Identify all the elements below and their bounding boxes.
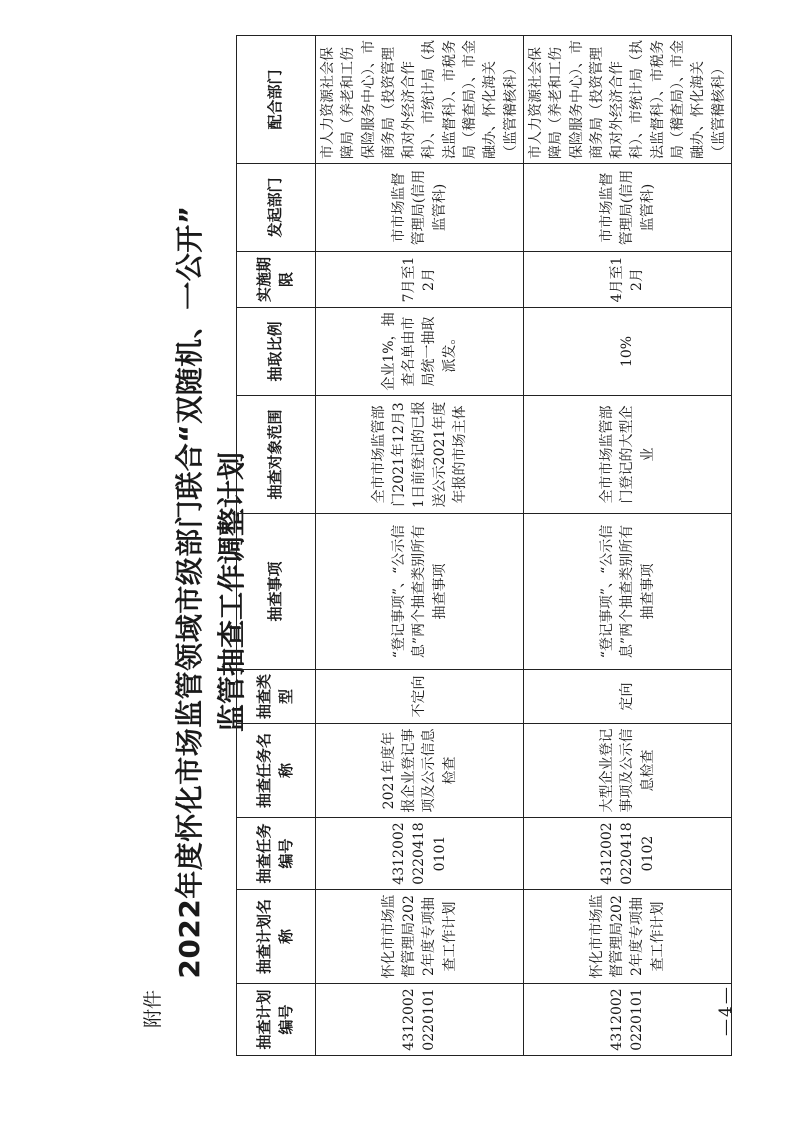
cell-type: 定向: [523, 670, 731, 724]
cell-plan-name: 怀化市市场监督管理局2022年度专项抽查工作计划: [523, 890, 731, 984]
cell-task-name: 大型企业登记事项及公示信息检查: [523, 724, 731, 818]
header-plan-name: 抽查计划名称: [237, 890, 316, 984]
header-partners: 配合部门: [237, 36, 316, 164]
cell-initiator: 市市场监督管理局(信用监管科): [316, 164, 524, 252]
cell-period: 7月至12月: [316, 252, 524, 308]
inspection-plan-table: [236, 35, 732, 1056]
header-period: 实施期限: [237, 252, 316, 308]
cell-plan-name: 怀化市市场监督管理局2022年度专项抽查工作计划: [316, 890, 524, 984]
cell-partners: 市人力资源社会保障局（养老和工伤保险服务中心）、市商务局（投资管理和对外经济合作科）、市统计局（执法监督科）、市税务局（稽查局）、市金融办、怀化海关（监管稽核科）: [316, 36, 524, 164]
header-scope: 抽查对象范围: [237, 396, 316, 514]
cell-type: 不定向: [316, 670, 524, 724]
cell-scope: 全市市场监管部门登记的大型企业: [523, 396, 731, 514]
cell-task-no: 431200202204180102: [523, 818, 731, 890]
cell-plan-no: 43120020220101: [316, 984, 524, 1056]
page-number: —4—: [716, 985, 736, 1036]
cell-ratio: 企业1%，抽查名单由市局统一抽取派发。: [316, 308, 524, 396]
header-task-name: 抽查任务名称: [237, 724, 316, 818]
table-header-row: [237, 36, 316, 1056]
header-task-no: 抽查任务编号: [237, 818, 316, 890]
attachment-label: 附件: [142, 989, 164, 1028]
cell-task-name: 2021年度年报企业登记事项及公示信息检查: [316, 724, 524, 818]
cell-period: 4月至12月: [523, 252, 731, 308]
cell-initiator: 市市场监督管理局(信用监管科): [523, 164, 731, 252]
cell-partners: 市人力资源社会保障局（养老和工伤保险服务中心）、市商务局（投资管理和对外经济合作科）、市统计局（执法监督科）、市税务局（稽查局）、市金融办、怀化海关（监管稽核科）: [523, 36, 731, 164]
header-items: 抽查事项: [237, 514, 316, 670]
cell-items: “登记事项”、“公示信息”两个抽查类别所有抽查事项: [316, 514, 524, 670]
cell-ratio: 10%: [523, 308, 731, 396]
cell-scope: 全市市场监管部门2021年12月31日前登记的已报送公示2021年度年报的市场主体: [316, 396, 524, 514]
title-line-1: 2022年度怀化市场监管领域市级部门联合“双随机、一公开”: [173, 205, 206, 979]
header-type: 抽查类型: [237, 670, 316, 724]
header-initiator: 发起部门: [237, 164, 316, 252]
cell-plan-no: 43120020220101: [523, 984, 731, 1056]
cell-items: “登记事项”、“公示信息”两个抽查类别所有抽查事项: [523, 514, 731, 670]
header-plan-no: 抽查计划编号: [237, 984, 316, 1056]
title-line-2: 监管抽查工作调整计划: [215, 452, 248, 733]
cell-task-no: 431200202204180101: [316, 818, 524, 890]
header-ratio: 抽取比例: [237, 308, 316, 396]
table-row: [523, 36, 731, 1056]
table-row: [316, 36, 524, 1056]
